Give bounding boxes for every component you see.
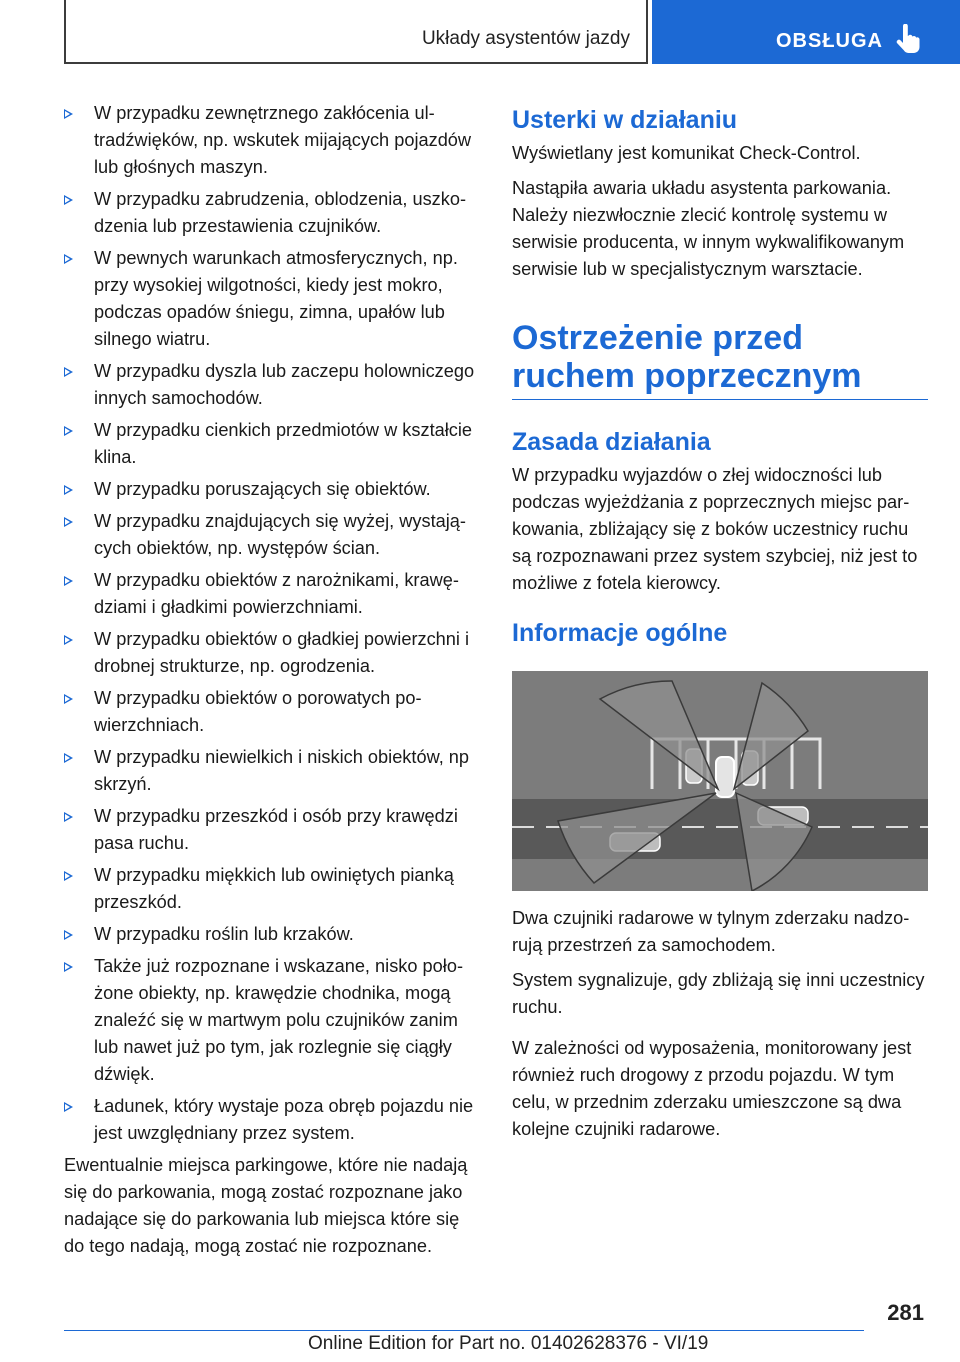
triangle-bullet-icon (64, 576, 73, 586)
limitations-list (64, 100, 478, 1147)
list-item (64, 100, 478, 181)
list-item-text: W przypadku dyszla lub zaczepu holowniczego innych samochodów. (94, 361, 475, 408)
list-item (64, 862, 478, 916)
triangle-bullet-icon (64, 426, 73, 436)
list-item (64, 1093, 478, 1147)
general-heading: Informacje ogólne (512, 619, 728, 647)
section-heading: Ostrzeżenie przed ruchem poprzecznym (512, 319, 928, 400)
triangle-bullet-icon (64, 812, 73, 822)
triangle-bullet-icon (64, 109, 73, 119)
list-item-text: W pewnych warunkach atmosferycznych, np. przy wysokiej wilgotności, kiedy jest mokro, podczas opadów śniegu, zimna, upałów lub silnego wiatru. (94, 248, 458, 349)
list-item-text: W przypadku poruszających się obiektów. (94, 479, 431, 499)
list-item (64, 744, 478, 798)
edition-footer: Online Edition for Part no. 01402628376 - VI/19 (308, 1333, 709, 1354)
triangle-bullet-icon (64, 1102, 73, 1112)
faults-paragraph-2: Nastąpiła awaria układu asystenta parkowania. Należy niezwłocznie zlecić kontrolę systemu w serwisie producenta, w innym wykwalifikowanym serwisie lub w specjalistycznym warsztacie. (512, 178, 905, 279)
right-column (512, 100, 928, 1151)
section-title: Układy asystentów jazdy (421, 28, 630, 49)
list-item-text: W przypadku przeszkód i osób przy krawędzi pasa ruchu. (94, 806, 458, 853)
list-item (64, 476, 478, 503)
list-item (64, 417, 478, 471)
triangle-bullet-icon (64, 517, 73, 527)
list-item (64, 567, 478, 621)
triangle-bullet-icon (64, 635, 73, 645)
triangle-bullet-icon (64, 367, 73, 377)
pointing-hand-icon (894, 24, 920, 54)
list-item-text: W przypadku zewnętrznego zakłócenia ultradźwięków, np. wskutek mijających pojazdów lub głośnych maszyn. (94, 103, 472, 177)
list-item (64, 245, 478, 353)
list-item (64, 803, 478, 857)
triangle-bullet-icon (64, 485, 73, 495)
list-item-text: W przypadku niewielkich i niskich obiektów, np skrzyń. (94, 747, 470, 794)
principle-heading: Zasada działania (512, 428, 711, 456)
general-paragraph-3: W zależności od wyposażenia, monitorowany jest również ruch drogowy z przodu pojazdu. W tym celu, w przednim zderzaku umieszczone są dwa kolejne czujniki radarowe. (512, 1038, 912, 1139)
general-paragraph-2: System sygnalizuje, gdy zbliżają się inni uczestnicy ruchu. (512, 970, 925, 1017)
list-item (64, 186, 478, 240)
list-item-text: W przypadku miękkich lub owiniętych pianką przeszkód. (94, 865, 454, 912)
footer-divider (64, 1330, 864, 1331)
list-item-text: W przypadku znajdujących się wyżej, wystających obiektów, np. występów ścian. (94, 511, 466, 558)
list-item (64, 685, 478, 739)
list-item-text: W przypadku obiektów o gładkiej powierzchni i drobnej strukturze, np. ogrodzenia. (94, 629, 470, 676)
list-item (64, 953, 478, 1088)
chapter-tab-label: OBSŁUGA (776, 30, 883, 52)
principle-paragraph: W przypadku wyjazdów o złej widoczności lub podczas wyjeżdżania z poprzecznych miejsc parkowania, zbliżający się z boków uczestnicy ruchu są rozpoznawani przez system szybciej, niż jest to możliwe z fotela kierowcy. (512, 465, 918, 593)
list-item-text: Ładunek, który wystaje poza obręb pojazdu nie jest uwzględniany przez system. (94, 1096, 474, 1143)
triangle-bullet-icon (64, 871, 73, 881)
cross-traffic-illustration (512, 671, 928, 891)
left-column (64, 100, 478, 1268)
list-item-text: W przypadku zabrudzenia, oblodzenia, uszkodzenia lub przestawienia czujników. (94, 189, 467, 236)
list-item-text: W przypadku cienkich przedmiotów w kształcie klina. (94, 420, 473, 467)
triangle-bullet-icon (64, 962, 73, 972)
header-section-box (64, 0, 648, 64)
triangle-bullet-icon (64, 753, 73, 763)
triangle-bullet-icon (64, 694, 73, 704)
triangle-bullet-icon (64, 254, 73, 264)
page-number: 281 (887, 1300, 924, 1325)
list-item-text: Także już rozpoznane i wskazane, nisko położone obiekty, np. krawędzie chodnika, mogą znaleźć się w martwym polu czujników zanim lub nawet już po tym, jak rozlegnie się ciągły dźwięk. (94, 956, 464, 1084)
chapter-tab[interactable] (652, 0, 960, 64)
general-paragraph-1: Dwa czujniki radarowe w tylnym zderzaku nadzorują przestrzeń za samochodem. (512, 908, 910, 955)
list-item-text: W przypadku obiektów o porowatych powierzchniach. (94, 688, 422, 735)
list-item-text: W przypadku roślin lub krzaków. (94, 924, 354, 944)
faults-paragraph-1: Wyświetlany jest komunikat Check-Control. (512, 143, 861, 163)
list-item (64, 921, 478, 948)
list-item (64, 508, 478, 562)
list-item-text: W przypadku obiektów z narożnikami, krawędziami i gładkimi powierzchniami. (94, 570, 459, 617)
triangle-bullet-icon (64, 930, 73, 940)
list-item (64, 358, 478, 412)
list-item (64, 626, 478, 680)
faults-heading: Usterki w działaniu (512, 106, 738, 134)
triangle-bullet-icon (64, 195, 73, 205)
closing-paragraph: Ewentualnie miejsca parkingowe, które nie nadają się do parkowania, mogą zostać rozpoznane jako nadające się do parkowania lub miejsca które się do tego nadają, mogą zostać nie rozpoznane. (64, 1155, 468, 1256)
